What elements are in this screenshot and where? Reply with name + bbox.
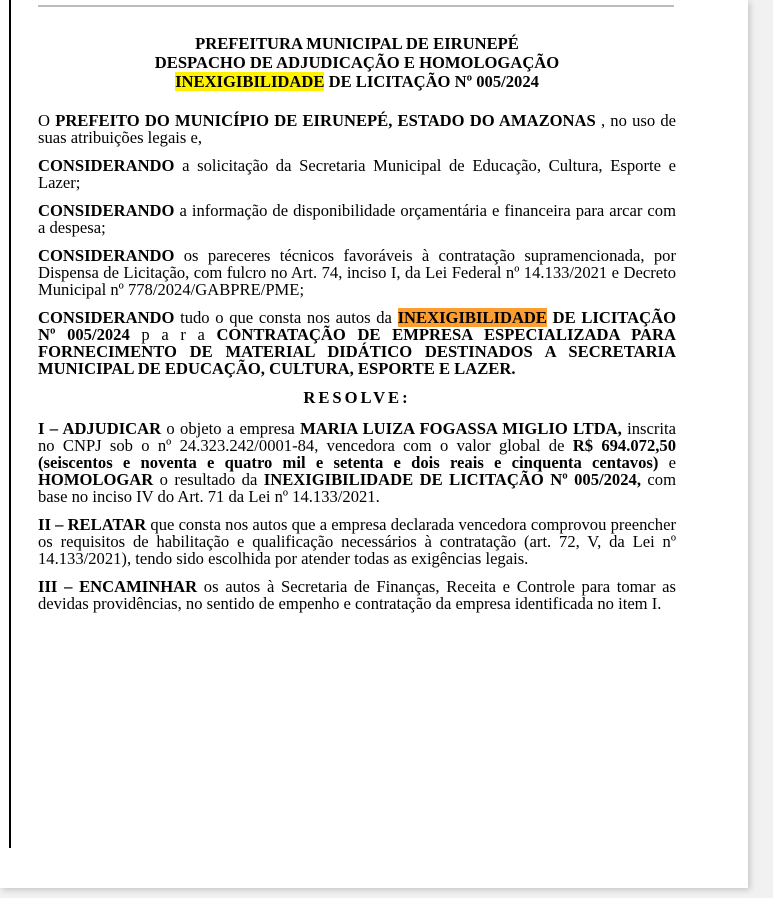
- homologar-label: HOMOLOGAR: [38, 470, 154, 489]
- item-1-text-c: e: [658, 453, 676, 472]
- resolve-heading: RESOLVE:: [303, 388, 411, 407]
- contract-object: CONTRATAÇÃO DE EMPRESA ESPECIALIZADA PARA FORNECIMENTO DE MATERIAL DIDÁTICO DESTINADOS A SECRETARIA MUNICIPAL DE EDUCAÇÃO, CULTURA, ESPORTE E LAZER.: [38, 325, 676, 378]
- considerando-text: a informação de disponibilidade orçamentária e financeira para arcar com a despesa;: [38, 201, 676, 237]
- document-header: [38, 34, 676, 91]
- item-1-label: I – ADJUDICAR: [38, 419, 162, 438]
- left-margin-line: [9, 0, 11, 848]
- item-2-paragraph: [38, 516, 676, 567]
- item-1-text-d: o resultado da: [153, 470, 264, 489]
- considerando-paragraph-1: [38, 157, 676, 191]
- considerando-paragraph-2: [38, 202, 676, 236]
- item-2-text: que consta nos autos que a empresa declarada vencedora comprovou preencher os requisitos de habilitação e qualificação necessários à contratação (art. 72, V, da Lei nº 14.133/2021), tendo sido escolhida por atender todas as exigências legais.: [38, 515, 676, 568]
- intro-bold: PREFEITO DO MUNICÍPIO DE EIRUNEPÉ, ESTADO DO AMAZONAS: [55, 111, 596, 130]
- considerando-text: os pareceres técnicos favoráveis à contratação supramencionada, por Dispensa de Licitação, com fulcro no Art. 74, inciso I, da Lei Federal nº 14.133/2021 e Decreto Municipal nº 778/2024/GABPRE/PME;: [38, 246, 676, 299]
- intro-prefix: O: [38, 111, 56, 130]
- item-1-text-e: com base no inciso IV do Art. 71 da Lei nº 14.133/2021.: [38, 470, 676, 506]
- intro-paragraph: [38, 112, 676, 146]
- considerando-label: CONSIDERANDO: [38, 246, 175, 265]
- header-line-2: DESPACHO DE ADJUDICAÇÃO E HOMOLOGAÇÃO: [154, 53, 560, 72]
- inexigibilidade-ref: INEXIGIBILIDADE DE LICITAÇÃO Nº 005/2024,: [263, 470, 641, 489]
- header-line-1: PREFEITURA MUNICIPAL DE EIRUNEPÉ: [195, 34, 519, 53]
- item-2-label: II – RELATAR: [38, 515, 147, 534]
- item-3-text: os autos à Secretaria de Finanças, Receita e Controle para tomar as devidas providências, no sentido de empenho e contratação da empresa identificada no item I.: [38, 577, 676, 613]
- licitacao-number: DE LICITAÇÃO Nº 005/2024: [38, 308, 677, 344]
- considerando-paragraph-4: [38, 309, 676, 377]
- item-3-label: III – ENCAMINHAR: [38, 577, 198, 596]
- intro-rest: , no uso de suas atribuições legais e,: [38, 111, 676, 147]
- item-1-paragraph: [38, 420, 676, 505]
- considerando-label: CONSIDERANDO: [38, 201, 175, 220]
- considerando-paragraph-3: [38, 247, 676, 298]
- contract-value: R$ 694.072,50 (seiscentos e noventa e quatro mil e setenta e dois reais e cinquenta centavos): [38, 436, 676, 472]
- considerando-text: a solicitação da Secretaria Municipal de Educação, Cultura, Esporte e Lazer;: [38, 156, 676, 192]
- considerando-label: CONSIDERANDO: [38, 156, 175, 175]
- item-1-text-b: inscrita no CNPJ sob o nº 24.323.242/0001-84, vencedora com o valor global de: [38, 419, 676, 455]
- search-highlight-current: INEXIGIBILIDADE: [397, 308, 547, 327]
- company-name: MARIA LUIZA FOGASSA MIGLIO LTDA,: [300, 419, 622, 438]
- document-body: [38, 34, 676, 623]
- header-line-3: [38, 72, 676, 91]
- top-divider: [38, 5, 674, 7]
- considerando-label: CONSIDERANDO: [38, 308, 175, 327]
- item-1-text-a: o objeto a empresa: [161, 419, 301, 438]
- search-highlight: INEXIGIBILIDADE: [175, 72, 325, 91]
- item-3-paragraph: [38, 578, 676, 612]
- para-text: p a r a: [129, 325, 217, 344]
- considerando-text: tudo o que consta nos autos da: [174, 308, 398, 327]
- header-line-3-rest: DE LICITAÇÃO Nº 005/2024: [324, 72, 539, 91]
